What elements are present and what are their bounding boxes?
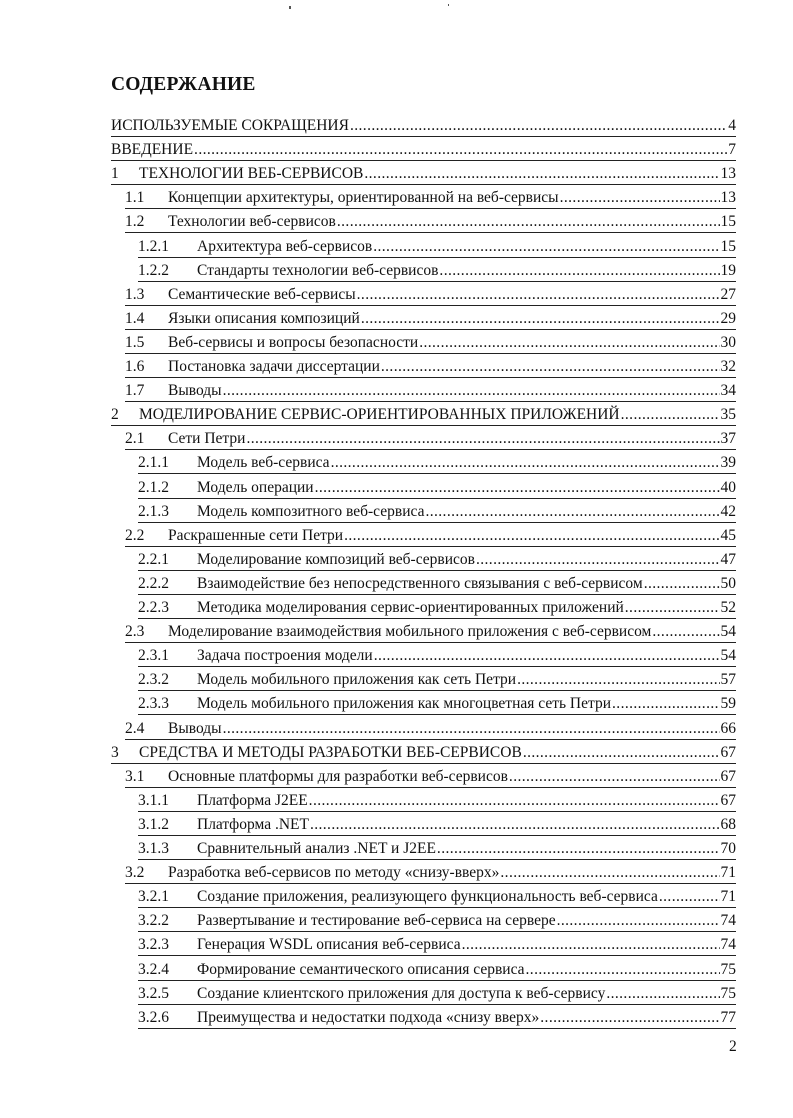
toc-entry[interactable]	[0, 692, 793, 716]
toc-entry-title: Разработка веб-сервисов по методу «снизу-вверх»	[168, 864, 500, 882]
toc-leader-dots	[194, 138, 727, 162]
toc-entry-title: Концепции архитектуры, ориентированной на веб-сервисы	[168, 189, 559, 207]
toc-leader-dots	[517, 668, 719, 692]
toc-leader-dots	[350, 114, 727, 138]
toc-entry-page: 30	[720, 333, 736, 351]
toc-entry[interactable]	[0, 524, 793, 548]
toc-entry-number: 3	[111, 743, 119, 761]
toc-entry-title: Раскрашенные сети Петри	[168, 526, 344, 544]
toc-entry-title: Преимущества и недостатки подхода «снизу вверх»	[197, 1008, 540, 1026]
toc-leader-dots	[364, 162, 719, 186]
toc-row-rule	[125, 305, 736, 306]
toc-entry-title: ТЕХНОЛОГИИ ВЕБ-СЕРВИСОВ	[139, 165, 364, 183]
toc-row-rule	[138, 570, 736, 571]
toc-row-rule	[138, 859, 736, 860]
toc-entry-title: Постановка задачи диссертации	[168, 358, 380, 375]
toc-entry-title: Стандарты технологии веб-сервисов	[197, 261, 439, 279]
toc-entry-number: 3.1	[125, 767, 145, 785]
toc-entry-number: 2.3	[125, 623, 145, 641]
toc-entry[interactable]	[0, 1006, 793, 1030]
toc-entry-number: 3.2	[125, 864, 145, 882]
toc-entry[interactable]	[0, 162, 793, 186]
toc-row-rule	[125, 449, 736, 450]
toc-entry-title: Создание приложения, реализующего функциональность веб-сервиса	[197, 888, 658, 906]
toc-entry-page: 47	[720, 550, 736, 568]
toc-leader-dots	[526, 958, 720, 982]
toc-row-rule	[125, 329, 736, 330]
toc-entry-title: ВВЕДЕНИЕ	[111, 141, 194, 159]
toc-entry[interactable]	[0, 596, 793, 620]
toc-entry-page: 19	[720, 261, 736, 279]
toc-entry-page: 40	[720, 478, 736, 496]
toc-entry-title: Модель операции	[197, 478, 314, 496]
toc-entry-number: 1.7	[125, 382, 145, 400]
toc-row-rule	[111, 136, 736, 137]
toc-entry-title: Выводы	[168, 382, 222, 400]
toc-leader-dots	[612, 692, 719, 716]
toc-entry-number: 1.6	[125, 358, 145, 375]
toc-leader-dots	[560, 186, 720, 210]
toc-entry-title: Методика моделирования сервис-ориентированных приложений	[197, 599, 624, 616]
toc-entry-page: 57	[720, 671, 736, 689]
toc-row-rule	[138, 714, 736, 715]
toc-entry-number: 2.2	[125, 526, 145, 544]
toc-row-rule	[125, 208, 736, 209]
toc-entry[interactable]	[0, 909, 793, 933]
toc-row-rule	[138, 1004, 736, 1005]
toc-leader-dots	[439, 259, 719, 283]
toc-entry-title: Языки описания композиций	[168, 309, 360, 327]
toc-entry[interactable]	[0, 644, 793, 668]
page-title: СОДЕРЖАНИЕ	[111, 74, 256, 95]
toc-entry-page: 74	[720, 936, 736, 954]
toc-entry[interactable]	[0, 982, 793, 1006]
toc-entry[interactable]	[0, 403, 793, 427]
toc-leader-dots	[462, 933, 720, 957]
toc-entry[interactable]	[0, 331, 793, 355]
toc-entry-title: Модель мобильного приложения как сеть Петри	[197, 671, 517, 689]
toc-entry-number: 3.2.6	[138, 1008, 169, 1026]
toc-entry[interactable]	[0, 933, 793, 957]
toc-entry-title: Модель веб-сервиса	[197, 454, 330, 472]
page-number: 2	[729, 1038, 737, 1055]
scan-speck	[448, 4, 449, 6]
toc-entry-page: 77	[720, 1008, 736, 1026]
toc-entry[interactable]	[0, 307, 793, 331]
toc-entry-number: 3.2.2	[138, 912, 169, 930]
toc-entry-number: 3.1.1	[138, 791, 169, 809]
toc-row-rule	[138, 1028, 736, 1029]
toc-entry-number: 1.3	[125, 285, 145, 303]
toc-entry-title: Основные платформы для разработки веб-сервисов	[168, 767, 508, 785]
toc-leader-dots	[374, 644, 720, 668]
toc-row-rule	[138, 618, 736, 619]
toc-entry-title: Семантические веб-сервисы	[168, 285, 356, 303]
toc-entry[interactable]	[0, 789, 793, 813]
toc-entry-page: 74	[720, 912, 736, 930]
toc-entry-number: 2.3.3	[138, 695, 169, 713]
toc-entry-title: Выводы	[168, 719, 222, 737]
toc-leader-dots	[652, 620, 719, 644]
toc-leader-dots	[309, 789, 720, 813]
toc-entry-number: 3.2.1	[138, 888, 169, 906]
toc-row-rule	[111, 425, 736, 426]
toc-entry-page: 29	[720, 309, 736, 327]
toc-leader-dots	[476, 548, 720, 572]
toc-entry[interactable]	[0, 500, 793, 524]
toc-row-rule	[138, 666, 736, 667]
toc-entry-number: 1	[111, 165, 119, 183]
toc-entry-page: 54	[720, 623, 736, 641]
toc-entry-number: 2.3.1	[138, 647, 169, 665]
toc-entry-title: Развертывание и тестирование веб-сервиса на сервере	[197, 912, 556, 930]
toc-entry-page: 66	[720, 719, 736, 737]
toc-row-rule	[125, 546, 736, 547]
toc-leader-dots	[315, 476, 720, 500]
toc-entry-page: 37	[720, 430, 736, 448]
toc-leader-dots	[437, 837, 720, 861]
toc-entry[interactable]	[0, 114, 793, 138]
toc-entry-title: Генерация WSDL описания веб-сервиса	[197, 936, 461, 954]
toc-entry[interactable]	[0, 259, 793, 283]
toc-row-rule	[125, 642, 736, 643]
toc-entry-page: 35	[720, 406, 736, 424]
toc-row-rule	[111, 763, 736, 764]
toc-row-rule	[125, 377, 736, 378]
toc-entry[interactable]	[0, 283, 793, 307]
toc-entry-title: Моделирование композиций веб-сервисов	[197, 550, 475, 568]
toc-entry[interactable]	[0, 210, 793, 234]
toc-entry-title: МОДЕЛИРОВАНИЕ СЕРВИС-ОРИЕНТИРОВАННЫХ ПРИЛОЖЕНИЙ	[139, 406, 620, 424]
toc-entry[interactable]	[0, 958, 793, 982]
toc-leader-dots	[523, 741, 720, 765]
toc-entry[interactable]	[0, 355, 793, 379]
scan-speck	[289, 6, 291, 9]
toc-entry-number: 2.1.2	[138, 478, 169, 496]
toc-entry-title: Платформа J2EE	[197, 791, 308, 809]
toc-row-rule	[125, 401, 736, 402]
toc-row-rule	[138, 955, 736, 956]
toc-entry[interactable]	[0, 885, 793, 909]
toc-row-rule	[138, 281, 736, 282]
toc-entry-number: 2.1.3	[138, 502, 169, 520]
toc-entry-number: 3.2.3	[138, 936, 169, 954]
toc-leader-dots	[621, 403, 720, 427]
toc-entry[interactable]	[0, 620, 793, 644]
toc-row-rule	[111, 184, 736, 185]
toc-leader-dots	[509, 765, 720, 789]
toc-entry-number: 2.1	[125, 430, 145, 448]
toc-leader-dots	[223, 717, 720, 741]
toc-entry-title: Сети Петри	[168, 430, 246, 448]
toc-entry-title: Формирование семантического описания сервиса	[197, 960, 525, 978]
toc-leader-dots	[644, 572, 720, 596]
toc-leader-dots	[625, 596, 720, 620]
toc-entry[interactable]	[0, 548, 793, 572]
toc-row-rule	[138, 931, 736, 932]
toc-entry-number: 3.1.2	[138, 815, 169, 833]
toc-entry-page: 27	[720, 285, 736, 303]
toc-leader-dots	[419, 331, 719, 355]
toc-entry-number: 2.4	[125, 719, 145, 737]
toc-entry[interactable]	[0, 451, 793, 475]
toc-entry-number: 2.3.2	[138, 671, 169, 689]
toc-leader-dots	[361, 307, 720, 331]
toc-row-rule	[138, 690, 736, 691]
toc-entry-page: 13	[720, 165, 736, 183]
toc-row-rule	[125, 787, 736, 788]
toc-leader-dots	[606, 982, 719, 1006]
toc-row-rule	[125, 232, 736, 233]
toc-entry-page: 67	[720, 791, 736, 809]
toc-entry[interactable]	[0, 861, 793, 885]
toc-entry[interactable]	[0, 572, 793, 596]
toc-row-rule	[138, 980, 736, 981]
toc-entry-page: 15	[720, 213, 736, 231]
toc-entry[interactable]	[0, 427, 793, 451]
toc-entry-title: СРЕДСТВА И МЕТОДЫ РАЗРАБОТКИ ВЕБ-СЕРВИСОВ	[139, 743, 522, 761]
toc-entry-page: 4	[728, 117, 736, 134]
toc-entry[interactable]	[0, 186, 793, 210]
toc-entry-page: 32	[720, 358, 736, 375]
toc-entry-number: 1.2.2	[138, 261, 169, 279]
toc-entry[interactable]	[0, 138, 793, 162]
toc-entry-title: Взаимодействие без непосредственного связывания с веб-сервисом	[197, 574, 643, 592]
toc-leader-dots	[344, 524, 719, 548]
toc-entry-title: Сравнительный анализ .NET и J2EE	[197, 840, 436, 857]
toc-leader-dots	[381, 355, 720, 379]
toc-leader-dots	[373, 235, 719, 259]
toc-entry-number: 1.1	[125, 189, 145, 207]
toc-entry-page: 39	[720, 454, 736, 472]
toc-row-rule	[111, 160, 736, 161]
toc-leader-dots	[357, 283, 720, 307]
toc-entry-number: 1.2	[125, 213, 145, 231]
toc-entry-title: Технологии веб-сервисов	[168, 213, 336, 231]
toc-entry-number: 2.1.1	[138, 454, 169, 472]
toc-leader-dots	[223, 379, 720, 403]
toc-entry-title: Задача построения модели	[197, 647, 373, 665]
toc-entry-number: 3.2.5	[138, 984, 169, 1002]
toc-entry-page: 70	[720, 840, 736, 857]
toc-entry-page: 67	[720, 743, 736, 761]
toc-entry-number: 2.2.2	[138, 574, 169, 592]
toc-entry-page: 59	[720, 695, 736, 713]
toc-row-rule	[138, 473, 736, 474]
toc-row-rule	[125, 353, 736, 354]
toc-entry[interactable]	[0, 765, 793, 789]
toc-entry[interactable]	[0, 741, 793, 765]
toc-entry-page: 54	[720, 647, 736, 665]
toc-entry-title: Создание клиентского приложения для доступа к веб-сервису	[197, 984, 606, 1002]
toc-leader-dots	[246, 427, 719, 451]
toc-entry[interactable]	[0, 813, 793, 837]
toc-entry[interactable]	[0, 837, 793, 861]
toc-entry-title: Платформа .NET	[197, 815, 309, 833]
toc-leader-dots	[500, 861, 719, 885]
toc-row-rule	[138, 811, 736, 812]
toc-entry[interactable]	[0, 235, 793, 259]
toc-entry-page: 7	[728, 141, 736, 159]
toc-entry-number: 2.2.1	[138, 550, 169, 568]
toc-entry-page: 50	[720, 574, 736, 592]
toc-row-rule	[138, 257, 736, 258]
toc-entry-page: 71	[720, 888, 736, 906]
toc-entry-number: 3.2.4	[138, 960, 169, 978]
toc-row-rule	[138, 498, 736, 499]
toc-entry-page: 15	[720, 237, 736, 255]
toc-entry-number: 1.2.1	[138, 237, 169, 255]
toc-entry-page: 75	[720, 984, 736, 1002]
toc-entry-number: 1.5	[125, 333, 145, 351]
toc-leader-dots	[557, 909, 720, 933]
toc-leader-dots	[540, 1006, 719, 1030]
toc-entry-page: 68	[720, 815, 736, 833]
toc-row-rule	[138, 835, 736, 836]
toc-entry-title: Модель композитного веб-сервиса	[197, 502, 425, 520]
toc-entry-title: ИСПОЛЬЗУЕМЫЕ СОКРАЩЕНИЯ	[111, 117, 349, 134]
toc-entry-number: 2	[111, 406, 119, 424]
toc-entry[interactable]	[0, 379, 793, 403]
toc-leader-dots	[659, 885, 720, 909]
toc-row-rule	[138, 907, 736, 908]
toc-row-rule	[138, 522, 736, 523]
toc-leader-dots	[331, 451, 720, 475]
toc-entry-page: 45	[720, 526, 736, 544]
toc-leader-dots	[310, 813, 720, 837]
toc-entry[interactable]	[0, 476, 793, 500]
toc-entry-page: 75	[720, 960, 736, 978]
toc-entry-page: 42	[720, 502, 736, 520]
toc-leader-dots	[337, 210, 720, 234]
toc-entry-title: Архитектура веб-сервисов	[197, 237, 373, 255]
toc-entry-title: Модель мобильного приложения как многоцветная сеть Петри	[197, 695, 612, 713]
toc-entry-page: 71	[720, 864, 736, 882]
toc-entry-number: 3.1.3	[138, 840, 169, 857]
toc-entry[interactable]	[0, 668, 793, 692]
toc-entry-page: 52	[720, 599, 736, 616]
toc-entry-title: Моделирование взаимодействия мобильного приложения с веб-сервисом	[168, 623, 652, 641]
toc-row-rule	[125, 883, 736, 884]
toc-row-rule	[125, 739, 736, 740]
toc-entry-page: 67	[720, 767, 736, 785]
toc-entry-page: 13	[720, 189, 736, 207]
toc-row-rule	[138, 594, 736, 595]
toc-entry-number: 2.2.3	[138, 599, 169, 616]
toc-entry-title: Веб-сервисы и вопросы безопасности	[168, 333, 419, 351]
toc-entry-page: 34	[720, 382, 736, 400]
toc-entry[interactable]	[0, 717, 793, 741]
toc-leader-dots	[425, 500, 719, 524]
toc-entry-number: 1.4	[125, 309, 145, 327]
